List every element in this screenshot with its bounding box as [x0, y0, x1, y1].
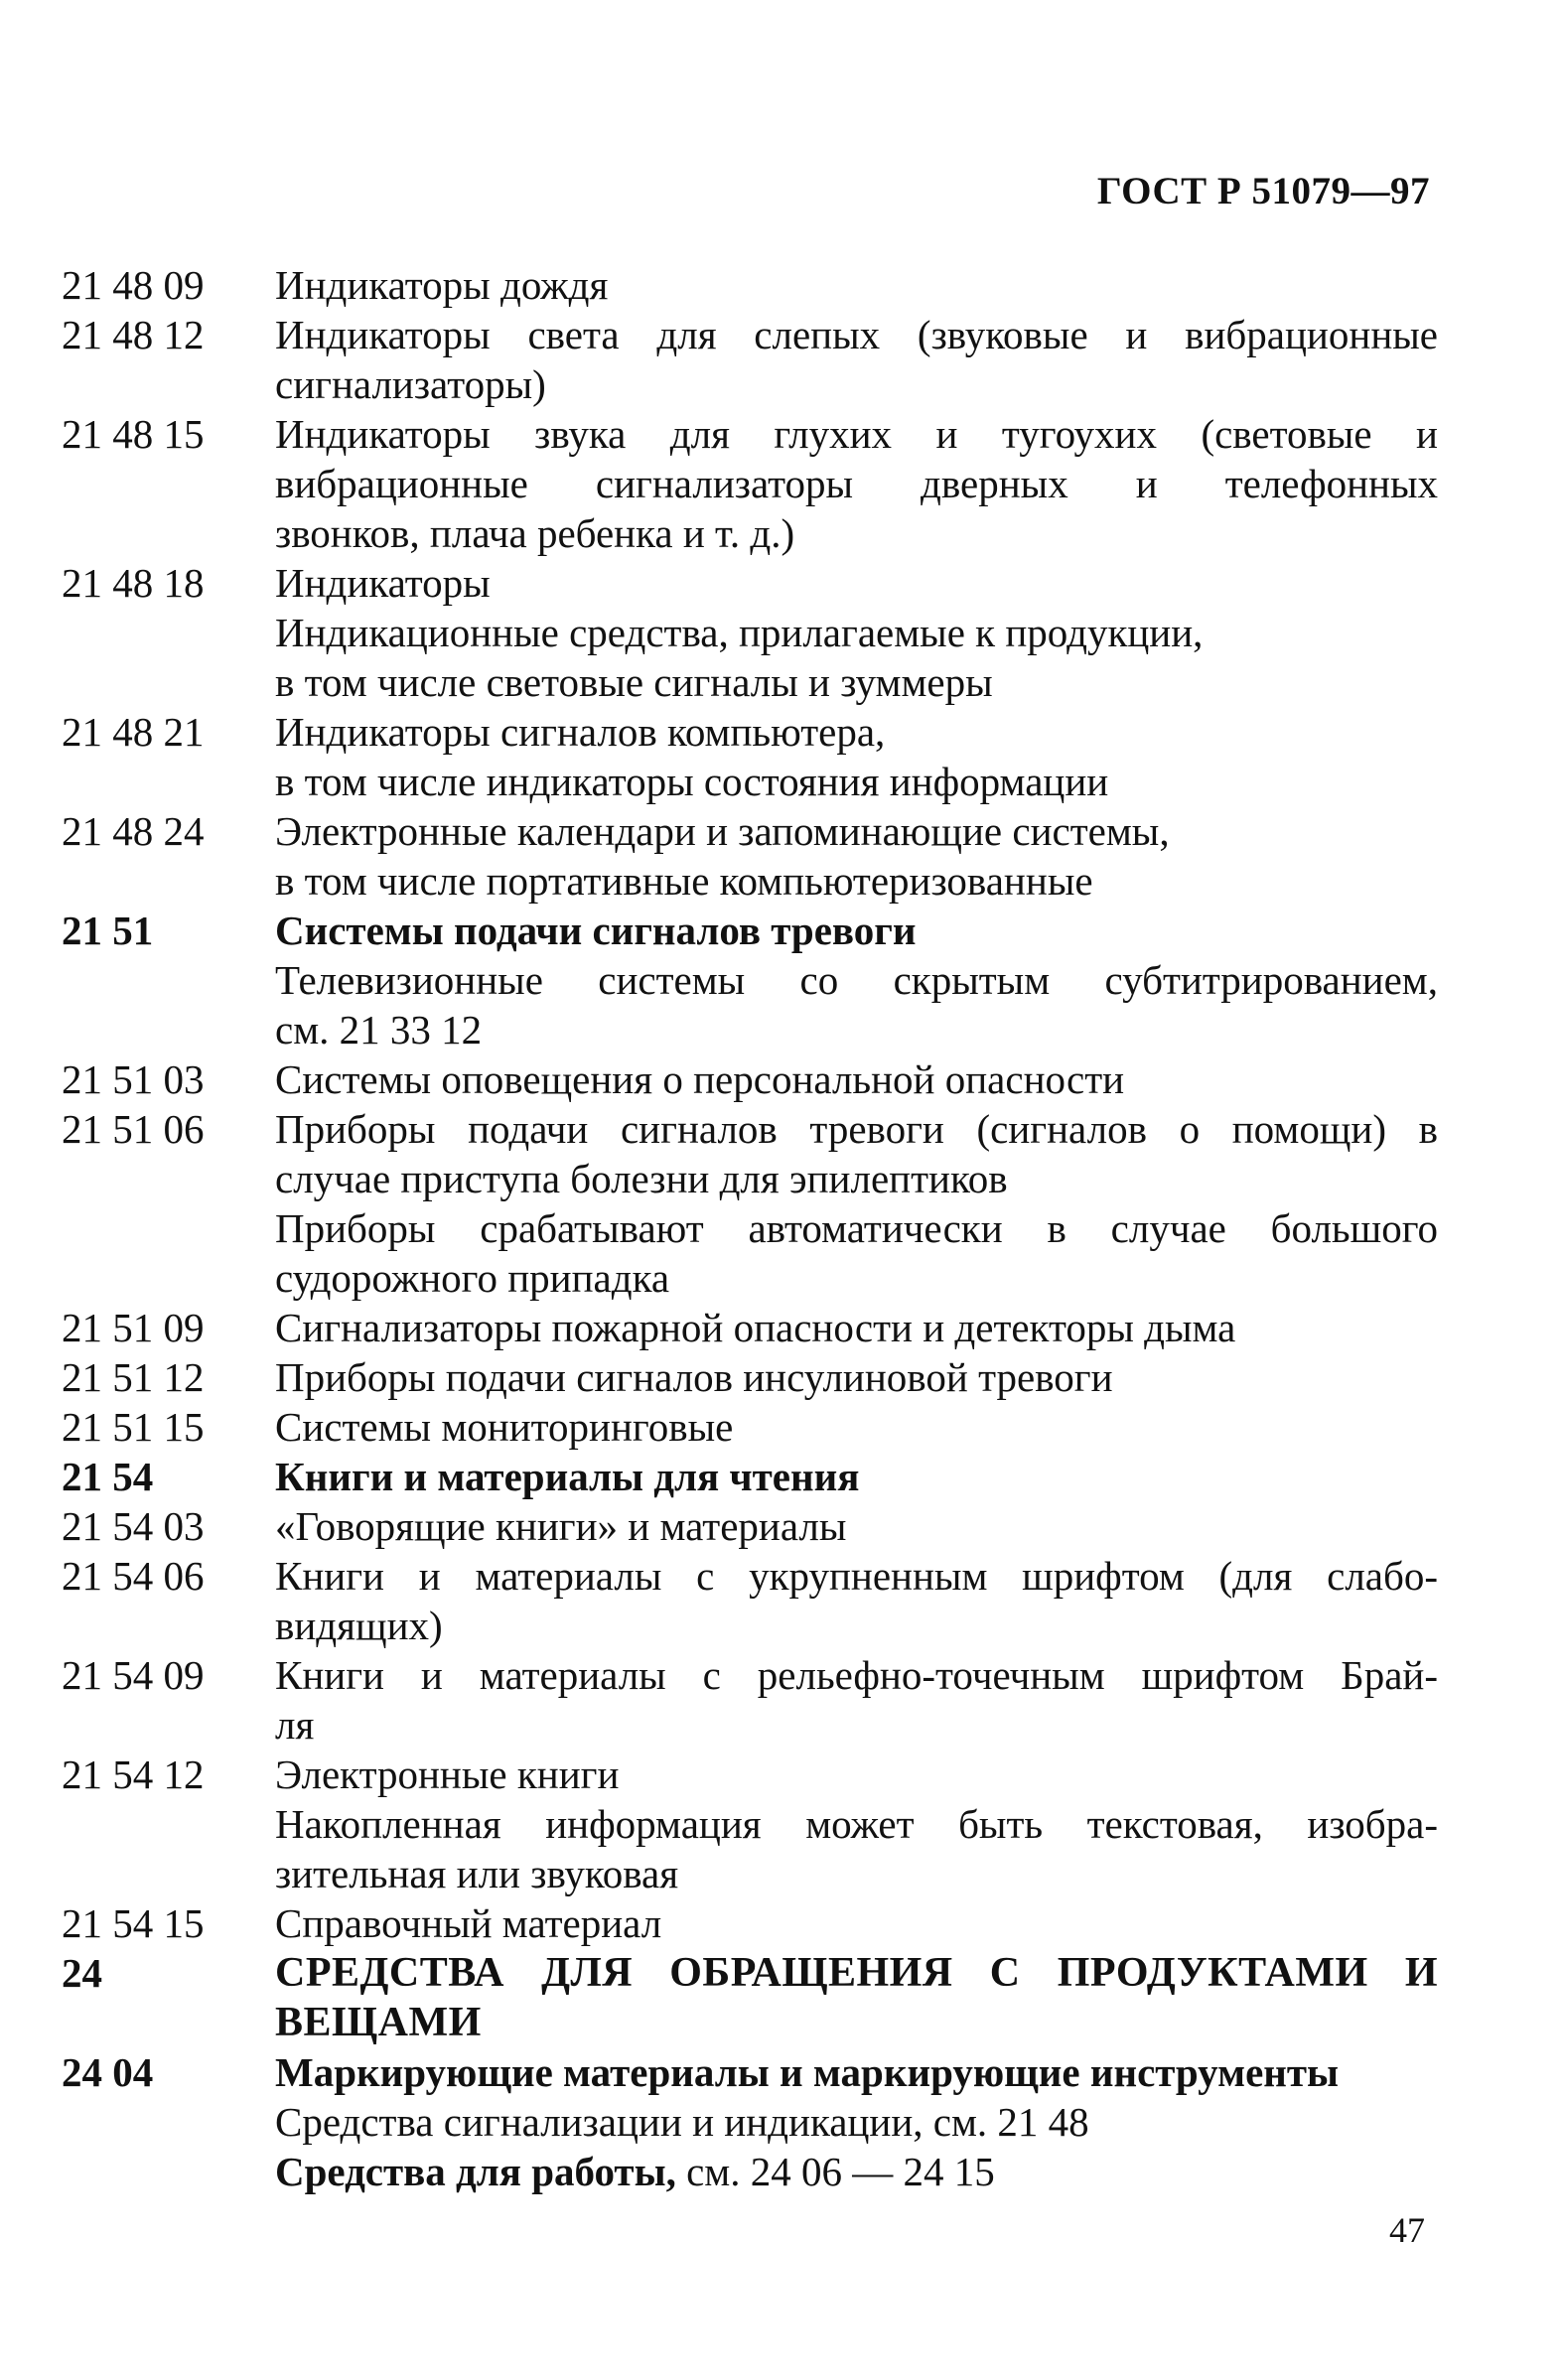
entry-line: Индикаторы — [275, 560, 491, 606]
section-code: 21 54 — [62, 1454, 154, 1499]
section-title: Системы подачи сигналов тревоги — [275, 908, 917, 953]
section-title: Маркирующие материалы и маркирующие инструменты — [275, 2049, 1340, 2095]
section-code: 24 04 — [62, 2049, 154, 2095]
entry-21-48-24 — [62, 806, 1438, 906]
entry-line: в том числе индикаторы состояния информации — [275, 759, 1109, 804]
entry-code: 21 51 15 — [62, 1404, 205, 1450]
entry-line: «Говорящие книги» и материалы — [275, 1503, 847, 1549]
entry-line: звонков, плача ребенка и т. д.) — [275, 510, 795, 556]
section-title: СРЕДСТВА ДЛЯ ОБРАЩЕНИЯ С ПРОДУКТАМИ И — [275, 1950, 1438, 1996]
section-21-51 — [62, 906, 1438, 1054]
entry-text — [275, 558, 1438, 707]
reference-target: см. 24 06 — 24 15 — [675, 2149, 995, 2194]
entry-line: Справочный материал — [275, 1900, 662, 1946]
entry-21-51-03 — [62, 1054, 1438, 1104]
entry-text — [275, 1104, 1438, 1303]
section-21-54 — [62, 1452, 1438, 1501]
entry-21-48-12 — [62, 310, 1438, 409]
entry-code: 21 54 15 — [62, 1900, 205, 1946]
entry-text — [275, 409, 1438, 558]
entry-code: 21 48 09 — [62, 262, 205, 308]
entry-line: Электронные календари и запоминающие системы, — [275, 808, 1170, 854]
entry-code: 21 51 12 — [62, 1354, 205, 1400]
entry-21-54-15 — [62, 1898, 1438, 1948]
entry-text — [275, 260, 1438, 310]
entry-21-54-09 — [62, 1650, 1438, 1750]
entry-text — [275, 906, 1438, 1054]
entry-line: Индикаторы звука для глухих и тугоухих (световые и — [275, 411, 1438, 457]
entry-code: 21 51 06 — [62, 1106, 205, 1152]
entry-21-51-15 — [62, 1402, 1438, 1452]
entry-note: Телевизионные системы со скрытым субтитрированием, — [275, 957, 1438, 1003]
entry-21-54-12 — [62, 1750, 1438, 1898]
entry-text — [275, 1352, 1438, 1402]
entry-21-48-09 — [62, 260, 1438, 310]
entry-line: Книги и материалы с рельефно-точечным шрифтом Брай- — [275, 1652, 1438, 1698]
section-24-04 — [62, 2047, 1438, 2196]
entry-text — [275, 1551, 1438, 1650]
entry-text — [275, 707, 1438, 806]
section-title: Книги и материалы для чтения — [275, 1454, 860, 1499]
entry-21-48-21 — [62, 707, 1438, 806]
entry-code: 21 48 24 — [62, 808, 205, 854]
entry-code: 21 48 12 — [62, 312, 205, 357]
entry-text — [275, 1750, 1438, 1898]
entry-21-48-18 — [62, 558, 1438, 707]
section-title: ВЕЩАМИ — [275, 2000, 482, 2045]
entry-note — [275, 2147, 1438, 2196]
entry-text — [275, 806, 1438, 906]
entry-code: 21 54 03 — [62, 1503, 205, 1549]
entry-line: сигнализаторы) — [275, 361, 546, 407]
entry-note: Приборы срабатывают автоматически в случае большого — [275, 1205, 1438, 1251]
reference-label: Средства для работы, — [275, 2149, 676, 2194]
entry-text — [275, 1402, 1438, 1452]
entry-code: 21 54 06 — [62, 1553, 205, 1599]
document-header: ГОСТ Р 51079—97 — [1096, 170, 1430, 212]
entry-note: в том числе световые сигналы и зуммеры — [275, 659, 993, 705]
entry-line: Индикаторы света для слепых (звуковые и вибрационные — [275, 312, 1438, 357]
entry-line: Системы оповещения о персональной опасности — [275, 1056, 1125, 1102]
entry-line: ля — [275, 1702, 315, 1748]
entry-line: Индикаторы дождя — [275, 262, 609, 308]
entry-line: Приборы подачи сигналов инсулиновой тревоги — [275, 1354, 1113, 1400]
section-24 — [62, 1948, 1438, 2047]
section-code: 21 51 — [62, 908, 154, 953]
entry-line: вибрационные сигнализаторы дверных и телефонных — [275, 461, 1438, 506]
entry-text — [275, 1054, 1438, 1104]
entry-text — [275, 1452, 1438, 1501]
entry-text — [275, 2047, 1438, 2196]
entry-note: Накопленная информация может быть текстовая, изобра- — [275, 1801, 1438, 1847]
entry-note: зительная или звуковая — [275, 1851, 679, 1896]
entry-code: 21 54 12 — [62, 1751, 205, 1797]
entry-21-48-15 — [62, 409, 1438, 558]
page-number: 47 — [1389, 2210, 1425, 2250]
entry-text — [275, 310, 1438, 409]
entry-21-54-06 — [62, 1551, 1438, 1650]
entry-line: Приборы подачи сигналов тревоги (сигналов о помощи) в — [275, 1106, 1438, 1152]
entry-21-51-06 — [62, 1104, 1438, 1303]
entry-code: 21 51 03 — [62, 1056, 205, 1102]
entry-note: см. 21 33 12 — [275, 1007, 483, 1052]
entry-code: 21 48 18 — [62, 560, 205, 606]
entry-line: Индикаторы сигналов компьютера, — [275, 709, 886, 755]
entry-code: 21 51 09 — [62, 1305, 205, 1350]
entry-code: 21 48 21 — [62, 709, 205, 755]
entry-line: случае приступа болезни для эпилептиков — [275, 1156, 1008, 1201]
entry-text — [275, 1303, 1438, 1352]
entry-note: судорожного припадка — [275, 1255, 670, 1301]
entry-text — [275, 1650, 1438, 1750]
entry-line: видящих) — [275, 1603, 443, 1648]
entry-code: 21 54 09 — [62, 1652, 205, 1698]
entry-21-51-09 — [62, 1303, 1438, 1352]
section-code: 24 — [62, 1950, 102, 1996]
entry-text — [275, 1501, 1438, 1551]
entry-code: 21 48 15 — [62, 411, 205, 457]
entry-note: Средства сигнализации и индикации, см. 21 48 — [275, 2099, 1089, 2145]
entry-line: Системы мониторинговые — [275, 1404, 734, 1450]
entry-line: в том числе портативные компьютеризованные — [275, 858, 1093, 904]
entry-note: Индикационные средства, прилагаемые к продукции, — [275, 610, 1204, 655]
entry-line: Электронные книги — [275, 1751, 620, 1797]
entry-text — [275, 1948, 1438, 2047]
entry-text — [275, 1898, 1438, 1948]
entry-line: Книги и материалы с укрупненным шрифтом (для слабо- — [275, 1553, 1438, 1599]
entry-line: Сигнализаторы пожарной опасности и детекторы дыма — [275, 1305, 1236, 1350]
entry-21-51-12 — [62, 1352, 1438, 1402]
entries-list — [62, 260, 1438, 2196]
entry-21-54-03 — [62, 1501, 1438, 1551]
